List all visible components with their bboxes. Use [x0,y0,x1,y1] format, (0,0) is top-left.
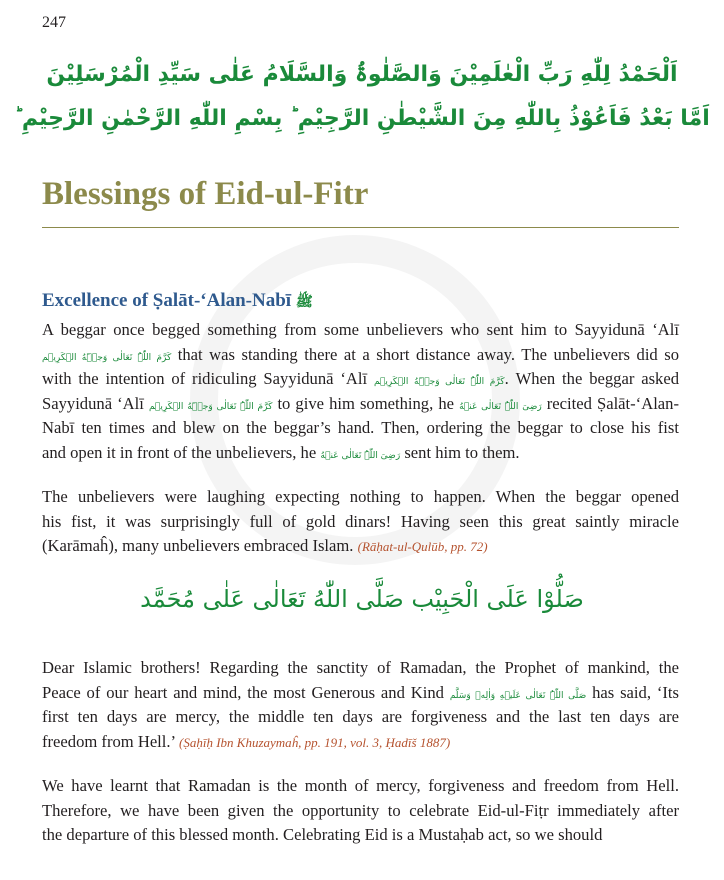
title-divider [42,227,679,228]
body-text: has said, ‘Its [586,682,679,702]
text-line [42,510,679,535]
text-line [42,343,679,368]
citation: (Rāḥat-ul-Qulūb, pp. 72) [357,539,488,555]
section-heading-text: Excellence of Ṣalāt-‘Alan-Nabī [42,290,292,311]
body-text: that was standing there at a short distance away. The unbelievers did so [171,344,680,364]
text-line [42,534,679,559]
honorific-icon: ﷺ [295,294,313,310]
body-text: (Karāmaĥ), many unbelievers embraced Islam. [42,536,358,556]
honorific-text: رَضِیَ اللّٰہُ تَعَالٰی عَنۡهُ [320,450,401,461]
body-text: freedom from Hell.’ [42,731,179,751]
body-text: sent him to them. [400,442,520,462]
body-text: . When the beggar asked [504,369,679,389]
body-text: the departure of this blessed month. Celebrating Eid is a Mustaḥab act, so we should [42,825,603,845]
body-text: We have learnt that Ramadan is the month of mercy, forgiveness and freedom from Hell. [42,776,679,795]
body-text: to give him something, he [272,393,460,413]
body-text: The unbelievers were laughing expecting nothing to happen. When the beggar opened [42,487,679,506]
page-number: 247 [42,14,66,31]
body-text: first ten days are mercy, the middle ten days are forgiveness and the last ten days are [42,707,679,727]
body-text: Dear Islamic brothers! Regarding the sanctity of Ramadan, the Prophet of mankind, the [42,658,679,677]
text-line [42,416,679,441]
honorific-text: صَلَّی اللّٰہُ تَعَالٰی عَلَیۡهِ وَاٰلِهٖ وَسَلَّم [449,690,587,701]
text-line [42,730,679,755]
body-text: Nabī ten times and blew on the beggar’s hand. Then, ordering the beggar to close his fist [42,418,679,438]
honorific-text: کَرَّمَ اللّٰہُ تَعَالٰی وَجۡہَهُ الۡکَرِیۡم [373,377,505,388]
paragraph-2 [42,485,679,559]
honorific-text: کَرَّمَ اللّٰہُ تَعَالٰی وَجۡہَهُ الۡکَرِیۡم [148,401,273,412]
body-text: his fist, it was surprisingly full of gold dinars! Having seen this great saintly miracle [42,511,679,531]
honorific-text: کَرَّمَ اللّٰہُ تَعَالٰی وَجۡہَهُ الۡکَرِیۡم [42,352,172,363]
body-text: Sayyidunā ‘Alī [42,393,149,413]
arabic-opening-line-2: اَمَّا بَعْدُ فَاَعُوْذُ بِاللّٰهِ مِنَ الشَّیْطٰنِ الرَّجِیْمِ ؕ بِسْمِ اللّٰهِ الرَّحْمٰنِ الرَّحِیْمِ ؕ [14,106,710,131]
text-line [42,705,679,730]
body-text: A beggar once begged something from some unbelievers who sent him to Sayyidunā ‘Alī [42,320,679,339]
durood-line: صَلُّوْا عَلَی الْحَبِیْب صَلَّی اللّٰهُ تَعَالٰی عَلٰی مُحَمَّد [140,585,584,613]
paragraph-4 [42,774,679,848]
text-line [42,656,679,681]
paragraph-1 [42,318,679,466]
paragraph-3 [42,656,679,754]
citation: (Ṣaḥīḥ Ibn Khuzaymaĥ, pp. 191, vol. 3, Ḥadīš 1887) [179,734,451,750]
body-text: Therefore, we have been given the opportunity to celebrate Eid-ul-Fiṭr immediately after [42,800,679,820]
section-heading [42,290,313,313]
page-title: Blessings of Eid-ul-Fitr [42,176,369,212]
text-line [42,799,679,824]
body-text: recited Ṣalāt-‘Alan- [541,393,679,413]
text-line [42,441,679,466]
arabic-opening-line-1: اَلْحَمْدُ لِلّٰهِ رَبِّ الْعٰلَمِیْنَ وَالصَّلٰوۃُ وَالسَّلَامُ عَلٰی سَیِّدِ الْمُرْسَلِیْنَ [46,62,678,87]
body-text: and open it in front of the unbelievers, he [42,442,321,462]
text-line [42,823,679,848]
text-line [42,681,679,706]
honorific-text: رَضِیَ اللّٰہُ تَعَالٰی عَنۡهُ [459,401,542,412]
body-text: with the intention of ridiculing Sayyidunā ‘Alī [42,369,374,389]
text-line [42,367,679,392]
text-line [42,318,679,343]
text-line [42,774,679,799]
text-line [42,392,679,417]
body-text: Peace of our heart and mind, the most Generous and Kind [42,682,450,702]
text-line [42,485,679,510]
